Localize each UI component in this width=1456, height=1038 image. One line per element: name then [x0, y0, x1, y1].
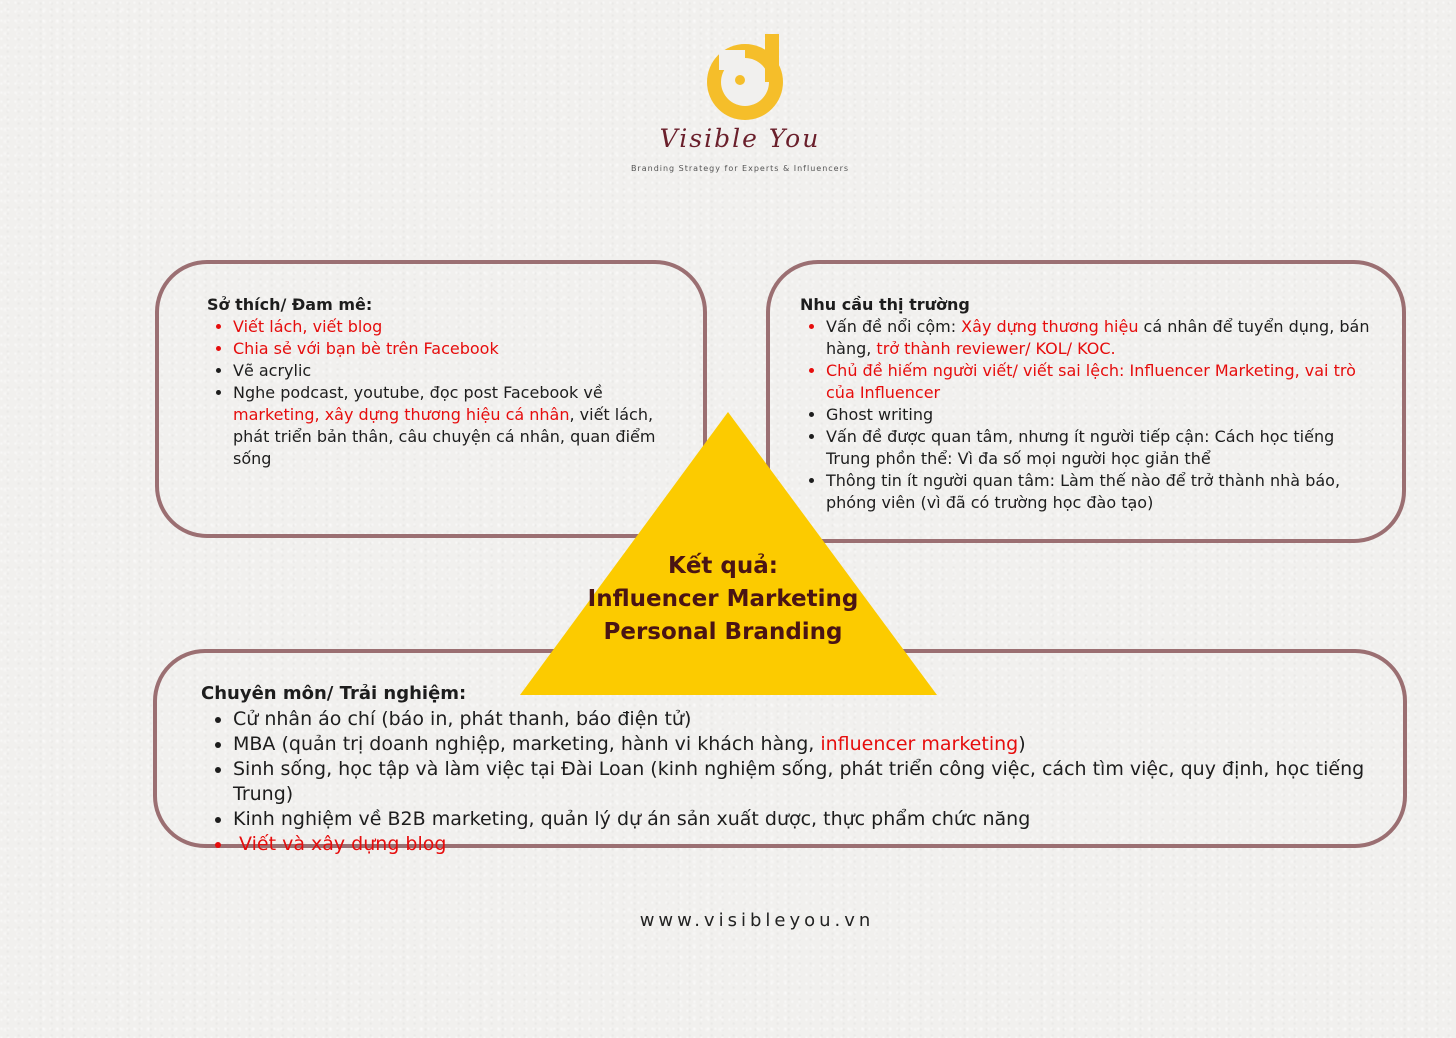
brand-name: Visible You [659, 124, 821, 153]
result-line2: Personal Branding [603, 619, 843, 645]
market-title: Nhu cầu thị trường [800, 295, 970, 314]
highlight-text: trở thành reviewer/ KOL/ KOC. [876, 339, 1116, 358]
item-text: MBA (quản trị doanh nghiệp, marketing, hành vi khách hàng, [233, 733, 821, 755]
item-text: ) [1018, 733, 1026, 755]
list-item: • Viết lách, viết blog [233, 316, 663, 338]
brand-tagline: Branding Strategy for Experts & Influencers [630, 164, 850, 173]
result-line1: Influencer Marketing [587, 586, 859, 612]
result-label: Kết quả: [668, 553, 778, 579]
item-text: Nghe podcast, youtube, đọc post Facebook về [233, 383, 603, 402]
item-text: , viết lách, phát triển bản thân, câu chuyện cá nhân, quan điểm sống [233, 405, 656, 468]
result-text [560, 550, 886, 649]
list-item: • Vấn đề được quan tâm, nhưng ít người tiếp cận: Cách học tiếng Trung phồn thể: Vì đa số mọi người học giản thể [826, 426, 1372, 470]
list-item: • Sinh sống, học tập và làm việc tại Đài Loan (kinh nghiệm sống, phát triển công việc, cách tìm việc, quy định, học tiếng Trung) [233, 757, 1373, 807]
list-item: • Cử nhân áo chí (báo in, phát thanh, báo điện tử) [233, 707, 1373, 732]
brand-logo [600, 26, 880, 186]
list-item: • Chủ đề hiếm người viết/ viết sai lệch: Influencer Marketing, vai trò của Influencer [826, 360, 1372, 404]
list-item [233, 732, 1373, 757]
item-text: Vấn đề nổi cộm: [826, 317, 962, 336]
list-item: • Chia sẻ với bạn bè trên Facebook [233, 338, 663, 360]
list-item: • Thông tin ít người quan tâm: Làm thế nào để trở thành nhà báo, phóng viên (vì đã có trường học đào tạo) [826, 470, 1372, 514]
list-item: • Kinh nghiệm về B2B marketing, quản lý dự án sản xuất dược, thực phẩm chức năng [233, 807, 1373, 832]
item-text: cá nhân để tuyển dụng, bán hàng, [826, 317, 1370, 358]
list-item: • Viết và xây dựng blog [233, 832, 1373, 857]
website-link[interactable]: www.visibleyou.vn [639, 910, 875, 931]
highlight-text: marketing, xây dựng thương hiệu cá nhân [233, 405, 570, 424]
expertise-title: Chuyên môn/ Trải nghiệm: [201, 683, 467, 704]
highlight-text: influencer marketing [820, 733, 1019, 755]
expertise-list [201, 707, 1373, 857]
list-item: • Vẽ acrylic [233, 360, 663, 382]
smiling-face-logo-icon [705, 30, 795, 120]
list-item [826, 316, 1372, 360]
list-item: • Ghost writing [826, 404, 1372, 426]
highlight-text: Xây dựng thương hiệu [961, 317, 1139, 336]
passion-title: Sở thích/ Đam mê: [207, 295, 373, 314]
